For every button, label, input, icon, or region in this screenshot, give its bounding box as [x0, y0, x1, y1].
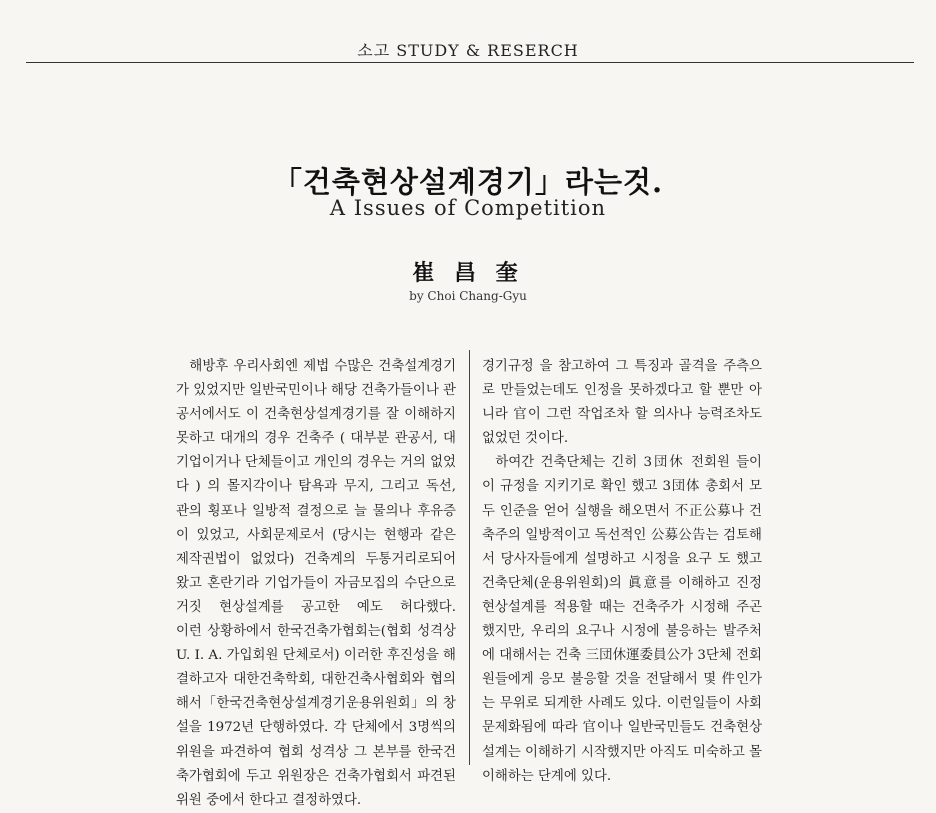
left-paragraph-2: 이런 상황하에서 한국건축가협회는(협회 성격상 U. I. A. 가입회원 단체로서) 이러한 후진성을 해결하고자 대한건축학회, 대한건축사협회와 협의해서「한국건축현상설계경기운용위원회」의 창설을 1972년 단행하였다. 각 단체에서 3명씩의 위원을 파견하여 협회 성격상 그 본부를 한국건축가협회에 두고 위원장은 건축가협회서 파견된 위원 중에서 한다고 결정하였다. [176, 624, 456, 808]
right-paragraph-1: 경기규정 을 참고하여 그 특징과 골격을 주측으로 만들었는데도 인정을 못하겠다고 할 뿐만 아니라 官이 그런 작업조차 할 의사나 능력조차도 없었던 것이다. [482, 359, 762, 447]
author-byline: by Choi Chang-Gyu [409, 289, 527, 303]
section-header: 소고 STUDY & RESERCH [357, 41, 579, 60]
header-rule [26, 62, 914, 63]
author-name: 崔 昌 奎 [412, 260, 524, 286]
right-column [482, 355, 762, 789]
column-divider [469, 350, 470, 765]
article-title: 「건축현상설계경기」라는것. [272, 165, 664, 199]
right-paragraph-2: 하여간 건축단체는 긴히 3団休 전회원 들이 이 규정을 지키기로 확인 했고 3団体 총회서 모두 인준을 얻어 실행을 해오면서 不正公募나 건축주의 일방적이고 독선적인 公募公告는 검토해서 당사자들에게 설명하고 시정을 요구 도 했고 건축단체(운용위원회)의 眞意를 이해하고 진정 현상설계를 적용할 때는 건축주가 시정해 주곤 했지만, 우리의 요구나 시정에 불응하는 발주처에 대해서는 건축 三団休運委員公가 3단체 전회원들에게 응모 불응할 것을 전달해서 몇 件인가는 무위로 되게한 사례도 있다. 이런일들이 사회문제화됨에 따라 官이나 일반국민들도 건축현상설계는 이해하기 시작했지만 아직도 미숙하고 몰이해하는 단계에 있다. [482, 455, 762, 784]
left-paragraph-1: 해방후 우리사회엔 제법 수많은 건축설계경기가 있었지만 일반국민이나 해당 건축가들이나 관공서에서도 이 건축현상설계경기를 잘 이해하지 못하고 대개의 경우 건축주 ( 대부분 관공서, 대기업이거나 단체들이고 개인의 경우는 거의 없었다 ) 의 몰지각이나 탐욕과 무지, 그리고 독선, 관의 횡포나 일방적 결정으로 늘 물의나 후유증이 있었고, 사회문제로서 (당시는 현행과 같은 제작권법이 없었다) 건축계의 두통거리로되어 왔고 혼란기라 기업가들이 자금모집의 수단으로 거짓 현상설계를 공고한 예도 허다했다. [176, 359, 456, 615]
left-column [176, 355, 456, 813]
article-subtitle: A Issues of Competition [329, 196, 607, 220]
